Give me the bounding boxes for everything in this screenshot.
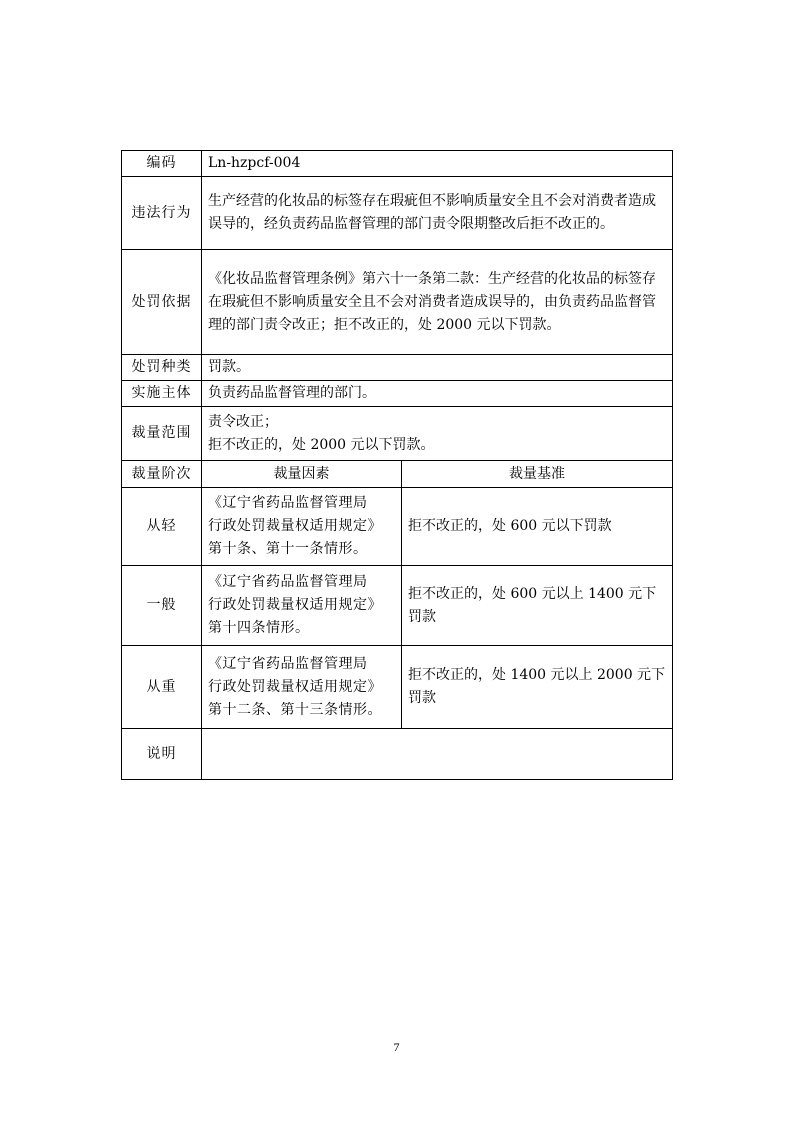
scope-line-1: 责令改正； bbox=[208, 413, 278, 430]
page-number: 7 bbox=[393, 1040, 400, 1054]
penalty-type-label: 处罚种类 bbox=[122, 355, 202, 381]
authority-value: 负责药品监督管理的部门。 bbox=[202, 381, 673, 407]
level-factor bbox=[202, 646, 402, 729]
notes-label: 说明 bbox=[122, 729, 202, 780]
level-name: 一般 bbox=[122, 566, 202, 646]
penalty-table bbox=[121, 150, 673, 780]
authority-label: 实施主体 bbox=[122, 381, 202, 407]
scope-text bbox=[202, 407, 673, 461]
level-row-normal bbox=[122, 566, 673, 646]
level-name: 从重 bbox=[122, 646, 202, 729]
factor-header: 裁量因素 bbox=[202, 461, 402, 488]
level-factor bbox=[202, 488, 402, 566]
authority-row bbox=[122, 381, 673, 407]
code-value: Ln-hzpcf-004 bbox=[202, 151, 673, 177]
factor-line: 《辽宁省药品监督管理局 bbox=[208, 655, 368, 672]
basis-label: 处罚依据 bbox=[122, 250, 202, 355]
violation-row bbox=[122, 177, 673, 250]
code-row bbox=[122, 151, 673, 177]
code-label: 编码 bbox=[122, 151, 202, 177]
penalty-type-row bbox=[122, 355, 673, 381]
level-standard: 拒不改正的，处 600 元以上 1400 元下罚款 bbox=[402, 566, 673, 646]
levels-header-label: 裁量阶次 bbox=[122, 461, 202, 488]
basis-text: 《化妆品监督管理条例》第六十一条第二款：生产经营的化妆品的标签存在瑕疵但不影响质量安全且不会对消费者造成误导的，由负责药品监督管理的部门责令改正；拒不改正的，处 2000 元以下罚款。 bbox=[202, 250, 673, 355]
factor-line: 第十四条情形。 bbox=[208, 620, 310, 636]
factor-line: 行政处罚裁量权适用规定》 bbox=[208, 518, 382, 534]
level-name: 从轻 bbox=[122, 488, 202, 566]
factor-line: 行政处罚裁量权适用规定》 bbox=[208, 678, 382, 695]
level-factor bbox=[202, 566, 402, 646]
violation-label: 违法行为 bbox=[122, 177, 202, 250]
levels-header-row bbox=[122, 461, 673, 488]
notes-row bbox=[122, 729, 673, 780]
level-row-heavy bbox=[122, 646, 673, 729]
level-row-light bbox=[122, 488, 673, 566]
standard-header: 裁量基准 bbox=[402, 461, 673, 488]
basis-row bbox=[122, 250, 673, 355]
level-standard: 拒不改正的，处 1400 元以上 2000 元下罚款 bbox=[402, 646, 673, 729]
scope-label: 裁量范围 bbox=[122, 407, 202, 461]
factor-line: 《辽宁省药品监督管理局 bbox=[208, 495, 368, 511]
notes-value bbox=[202, 729, 673, 780]
violation-text: 生产经营的化妆品的标签存在瑕疵但不影响质量安全且不会对消费者造成误导的，经负责药品监督管理的部门责令限期整改后拒不改正的。 bbox=[202, 177, 673, 250]
scope-line-2: 拒不改正的，处 2000 元以下罚款。 bbox=[208, 436, 435, 453]
level-standard: 拒不改正的，处 600 元以下罚款 bbox=[402, 488, 673, 566]
scope-row bbox=[122, 407, 673, 461]
factor-line: 第十条、第十一条情形。 bbox=[208, 541, 368, 557]
penalty-type-value: 罚款。 bbox=[202, 355, 673, 381]
factor-line: 《辽宁省药品监督管理局 bbox=[208, 574, 368, 590]
factor-line: 第十二条、第十三条情形。 bbox=[208, 701, 382, 718]
factor-line: 行政处罚裁量权适用规定》 bbox=[208, 597, 382, 613]
